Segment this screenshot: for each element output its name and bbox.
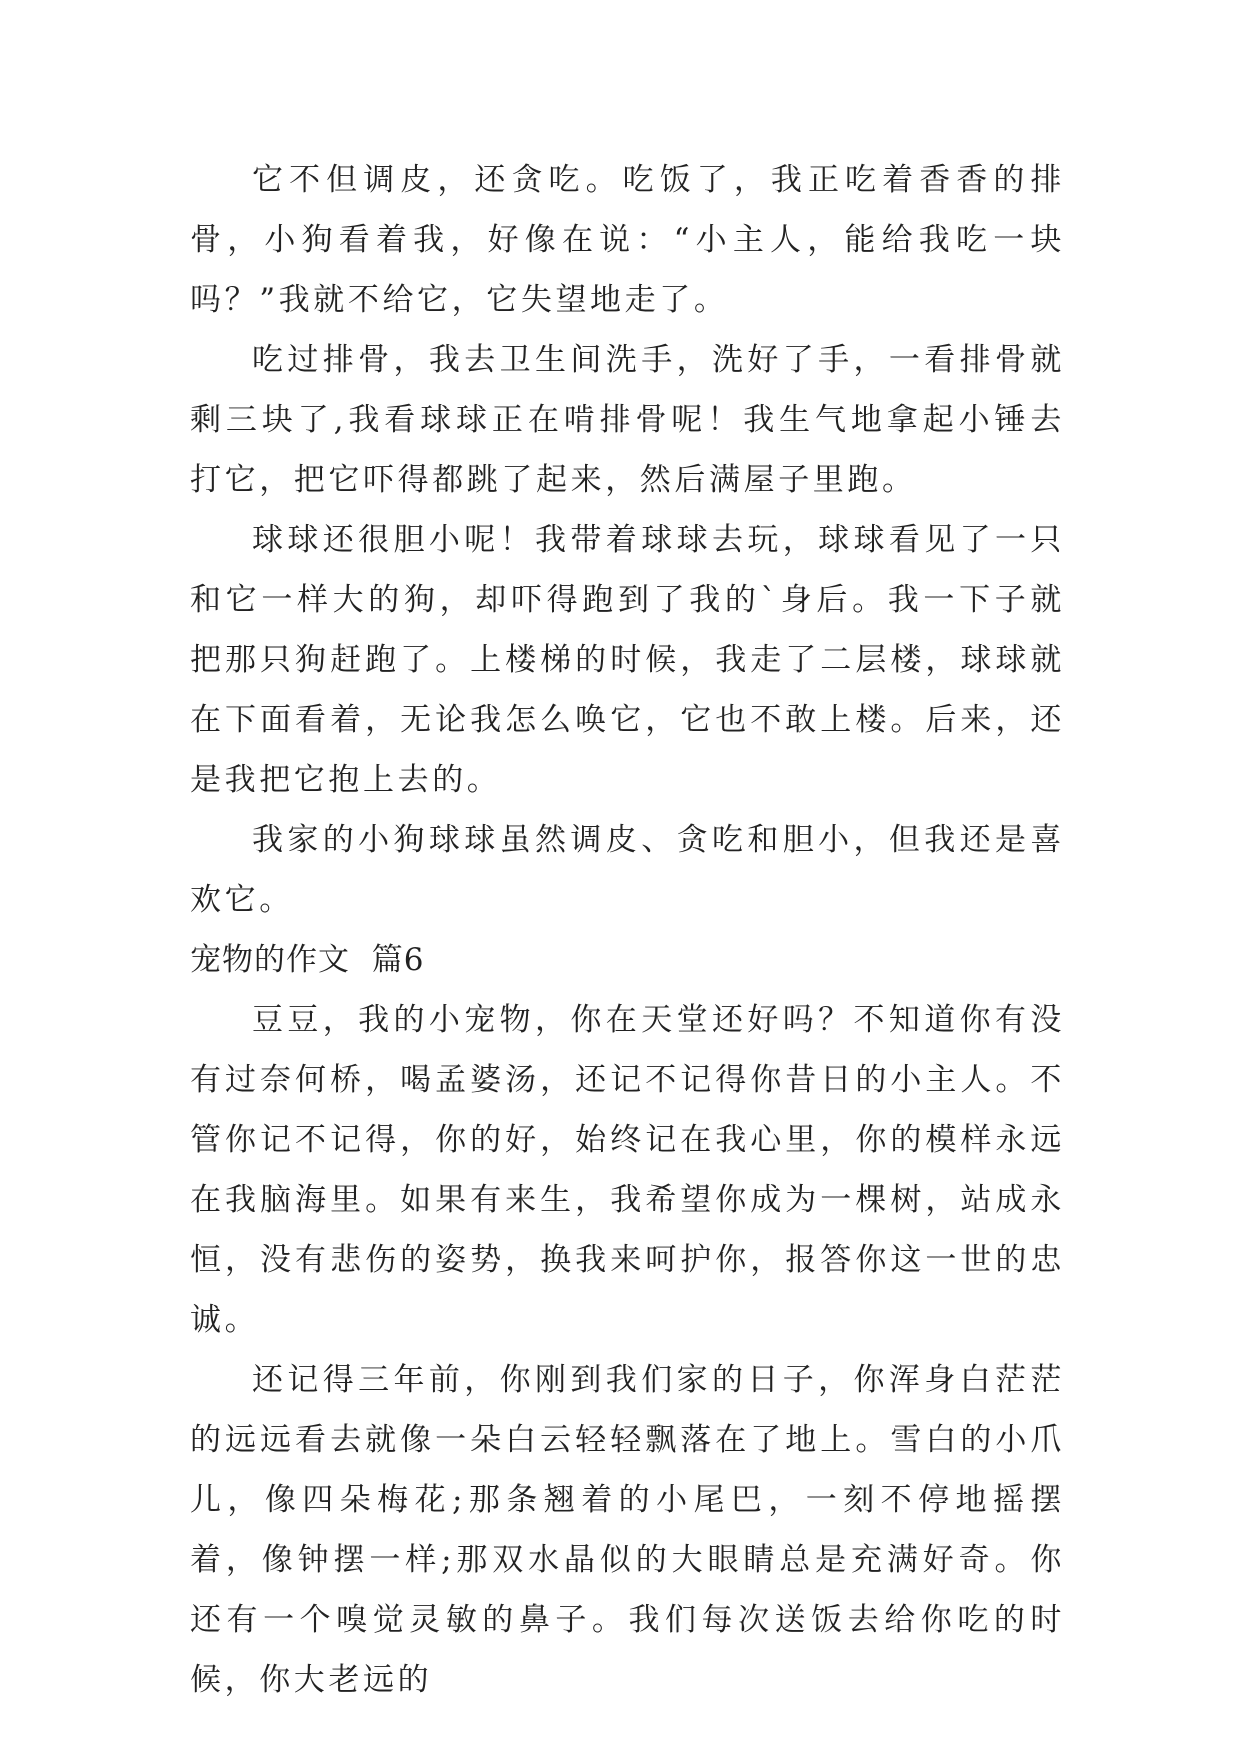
- paragraph: 它不但调皮，还贪吃。吃饭了，我正吃着香香的排骨，小狗看着我，好像在说：“小主人，能给我吃一块吗？”我就不给它，它失望地走了。: [190, 162, 1065, 318]
- paragraph: 豆豆，我的小宠物，你在天堂还好吗？不知道你有没有过奈何桥，喝孟婆汤，还记不记得你昔日的小主人。不管你记不记得，你的好，始终记在我心里，你的模样永远在我脑海里。如果有来生，我希望你成为一棵树，站成永恒，没有悲伤的姿势，换我来呵护你，报答你这一世的忠诚。: [190, 1002, 1065, 1338]
- paragraph: 我家的小狗球球虽然调皮、贪吃和胆小，但我还是喜欢它。: [190, 822, 1065, 918]
- paragraph: 还记得三年前，你刚到我们家的日子，你浑身白茫茫的远远看去就像一朵白云轻轻飘落在了地上。雪白的小爪儿，像四朵梅花;那条翘着的小尾巴，一刻不停地摇摆着，像钟摆一样;那双水晶似的大眼睛总是充满好奇。你还有一个嗅觉灵敏的鼻子。我们每次送饭去给你吃的时候，你大老远的: [190, 1362, 1065, 1698]
- paragraph: 球球还很胆小呢！我带着球球去玩，球球看见了一只和它一样大的狗，却吓得跑到了我的`身后。我一下子就把那只狗赶跑了。上楼梯的时候，我走了二层楼，球球就在下面看着，无论我怎么唤它，它也不敢上楼。后来，还是我把它抱上去的。: [190, 522, 1065, 798]
- document-page: [190, 150, 1065, 1710]
- section-heading: 宠物的作文 篇6: [190, 942, 425, 978]
- paragraph: 吃过排骨，我去卫生间洗手，洗好了手，一看排骨就剩三块了,我看球球正在啃排骨呢！我生气地拿起小锤去打它，把它吓得都跳了起来，然后满屋子里跑。: [190, 342, 1065, 498]
